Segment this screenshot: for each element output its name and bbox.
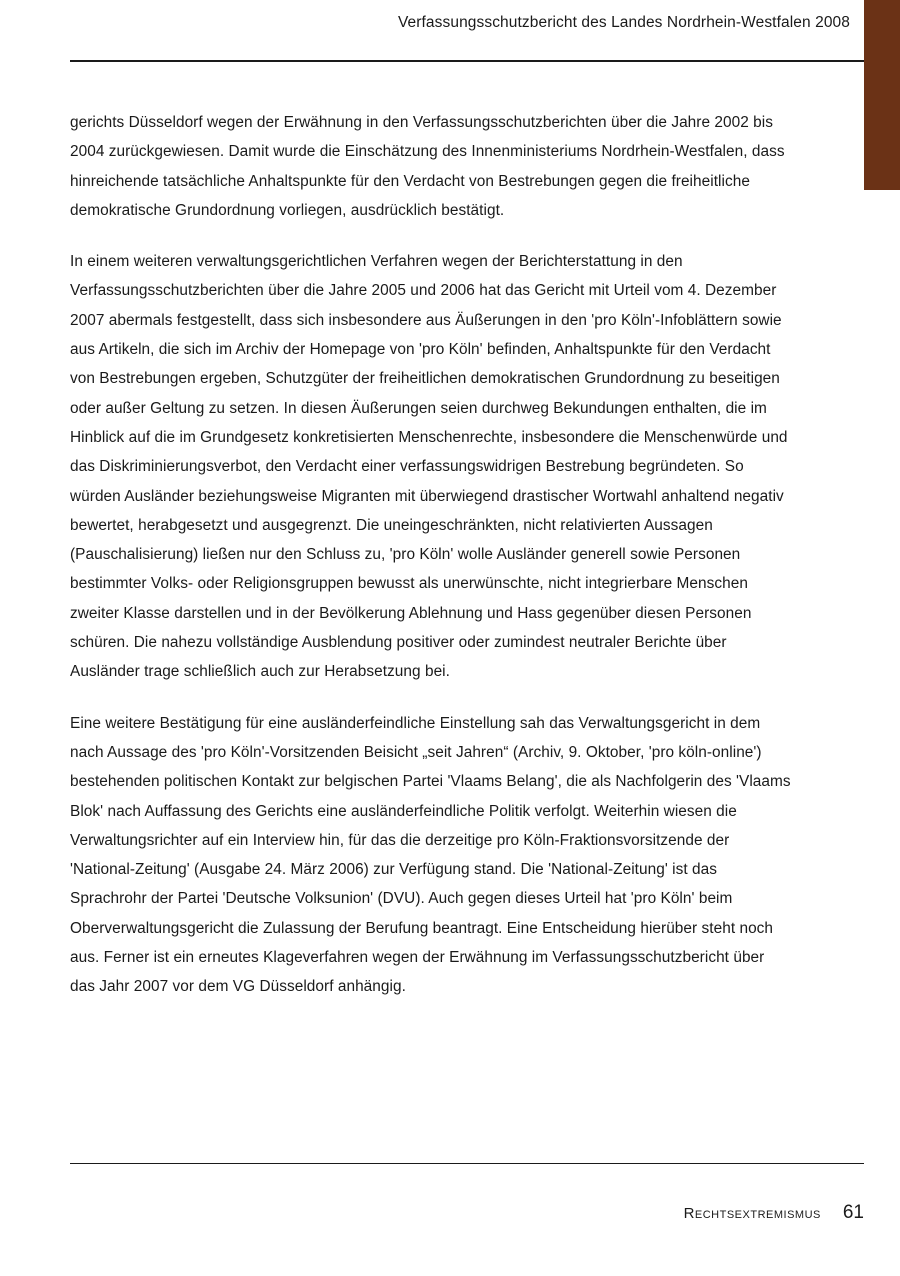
paragraph: Eine weitere Bestätigung für eine ausländerfeindliche Einstellung sah das Verwaltungsgericht in dem nach Aussage des 'pro Köln'-Vorsitzenden Beisicht „seit Jahren“ (Archiv, 9. Oktober, 'pro köln-online') bestehenden politischen Kontakt zur belgischen Partei 'Vlaams Belang', die als Nachfolgerin des 'Vlaams Blok' nach Auffassung des Gerichts eine ausländerfeindliche Politik verfolgt. Weiterhin wiesen die Verwaltungsrichter auf ein Interview hin, für das die derzeitige pro Köln-Fraktionsvorsitzende der 'National-Zeitung' (Ausgabe 24. März 2006) zur Verfügung stand. Die 'National-Zeitung' ist das Sprachrohr der Partei 'Deutsche Volksunion' (DVU). Auch gegen dieses Urteil hat 'pro Köln' beim Oberverwaltungsgericht die Zulassung der Berufung beantragt. Eine Entscheidung hierüber steht noch aus. Ferner ist ein erneutes Klageverfahren wegen der Erwähnung im Verfassungsschutzbericht über das Jahr 2007 vor dem VG Düsseldorf anhängig. [70, 714, 791, 996]
footer-section-title: Rechtsextremismus [683, 1205, 821, 1222]
page-number: 61 [842, 1202, 864, 1223]
header-title: Verfassungsschutzbericht des Landes Nordrhein-Westfalen 2008 [397, 14, 850, 31]
body-text [70, 108, 792, 1002]
footer-divider [70, 1163, 864, 1164]
header-divider [70, 60, 864, 62]
paragraph: gerichts Düsseldorf wegen der Erwähnung in den Verfassungsschutzberichten über die Jahre 2002 bis 2004 zurückgewiesen. Damit wurde die Einschätzung des Innenministeriums Nordrhein-Westfalen, dass hinreichende tatsächliche Anhaltspunkte für den Verdacht von Bestrebungen gegen die freiheitliche demokratische Grundordnung vorliegen, ausdrücklich bestätigt. [70, 114, 785, 219]
chapter-edge-marker [864, 0, 900, 190]
page-header [70, 0, 864, 62]
paragraph: In einem weiteren verwaltungsgerichtlichen Verfahren wegen der Berichterstattung in den Verfassungsschutzberichten über die Jahre 2005 und 2006 hat das Gericht mit Urteil vom 4. Dezember 2007 abermals festgestellt, dass sich insbesondere aus Äußerungen in den 'pro Köln'-Infoblättern sowie aus Artikeln, die sich im Archiv der Homepage von 'pro Köln' befinden, Anhaltspunkte für den Verdacht von Bestrebungen ergeben, Schutzgüter der freiheitlichen demokratischen Grundordnung zu beseitigen oder außer Geltung zu setzen. In diesen Äußerungen seien durchweg Bekundungen enthalten, die im Hinblick auf die im Grundgesetz konkretisierten Menschenrechte, insbesondere die Menschenwürde und das Diskriminierungsverbot, den Verdacht einer verfassungswidrigen Bestrebung begründeten. So würden Ausländer beziehungsweise Migranten mit überwiegend drastischer Wortwahl anhaltend negativ bewertet, herabgesetzt und ausgegrenzt. Die uneingeschränkten, nicht relativierten Aussagen (Pauschalisierung) ließen nur den Schluss zu, 'pro Köln' wolle Ausländer generell sowie Personen bestimmter Volks- oder Religionsgruppen bewusst als unerwünschte, nicht integrierbare Menschen zweiter Klasse darstellen und in der Bevölkerung Ablehnung und Hass gegenüber diesen Personen schüren. Die nahezu vollständige Ausblendung positiver oder zumindest neutraler Berichte über Ausländer trage schließlich auch zur Herabsetzung bei. [70, 253, 788, 681]
page-footer [684, 1202, 864, 1224]
